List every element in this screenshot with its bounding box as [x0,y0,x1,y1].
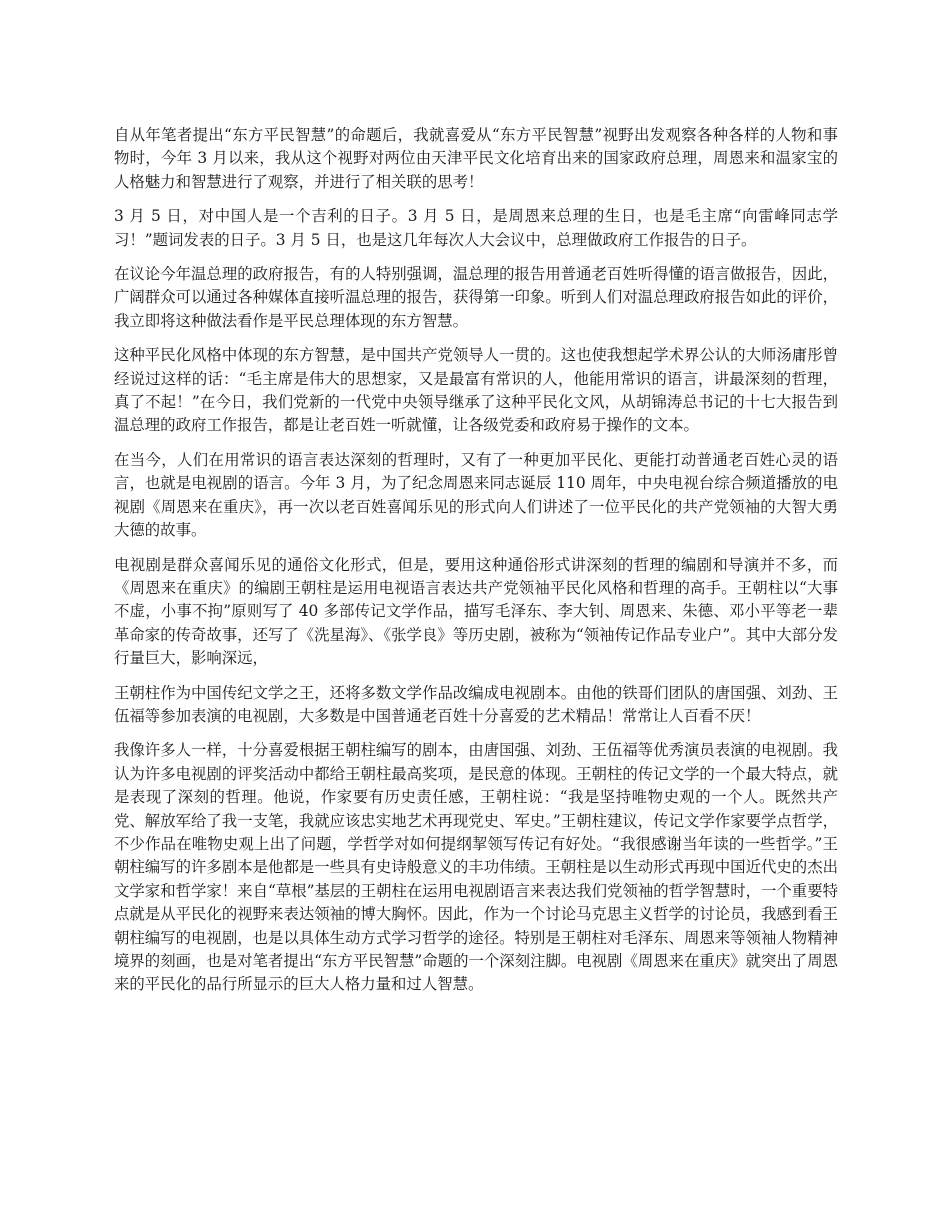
paragraph-5: 在当今，人们在用常识的语言表达深刻的哲理时，又有了一种更加平民化、更能打动普通老百姓心灵的语言，也就是电视剧的语言。今年 3 月，为了纪念周恩来同志诞辰 110 周年，中央电视台综合频道播放的电视剧《周恩来在重庆》，再一次以老百姓喜闻乐见的形式向人们讲述了一位平民化的共产党领袖的大智大勇大德的故事。 [114,450,838,540]
paragraph-8: 我像许多人一样，十分喜爱根据王朝柱编写的剧本，由唐国强、刘劲、王伍福等优秀演员表演的电视剧。我认为许多电视剧的评奖活动中都给王朝柱最高奖项，是民意的体现。王朝柱的传记文学的一个最大特点，就是表现了深刻的哲理。他说，作家要有历史责任感，王朝柱说：“我是坚持唯物史观的一个人。既然共产党、解放军给了我一支笔，我就应该忠实地艺术再现党史、军史。”王朝柱建议，传记文学作家要学点哲学，不少作品在唯物史观上出了问题，学哲学对如何提纲挈领写传记有好处。“我很感谢当年读的一些哲学。”王朝柱编写的许多剧本是他都是一些具有史诗般意义的丰功伟绩。王朝柱是以生动形式再现中国近代史的杰出文学家和哲学家！来自“草根”基层的王朝柱在运用电视剧语言来表达我们党领袖的哲学智慧时，一个重要特点就是从平民化的视野来表达领袖的博大胸怀。因此，作为一个讨论马克思主义哲学的讨论员，我感到看王朝柱编写的电视剧，也是以具体生动方式学习哲学的途径。特别是王朝柱对毛泽东、周恩来等领袖人物精神境界的刻画，也是对笔者提出“东方平民智慧”命题的一个深刻注脚。电视剧《周恩来在重庆》就突出了周恩来的平民化的品行所显示的巨大人格力量和过人智慧。 [114,741,838,994]
paragraph-7: 王朝柱作为中国传纪文学之王，还将多数文学作品改编成电视剧本。由他的铁哥们团队的唐国强、刘劲、王伍福等参加表演的电视剧，大多数是中国普通老百姓十分喜爱的艺术精品！常常让人百看不厌！ [114,683,838,725]
document-body [114,124,838,1008]
paragraph-2: 3 月 5 日，对中国人是一个吉利的日子。3 月 5 日，是周恩来总理的生日，也是毛主席“向雷峰同志学习！”题词发表的日子。3 月 5 日，也是这几年每次人大会议中，总理做政府工作报告的日子。 [114,207,838,249]
paragraph-3: 在议论今年温总理的政府报告，有的人特别强调，温总理的报告用普通老百姓听得懂的语言做报告，因此，广阔群众可以通过各种媒体直接听温总理的报告，获得第一印象。听到人们对温总理政府报告如此的评价，我立即将这种做法看作是平民总理体现的东方智慧。 [114,265,838,330]
paragraph-4: 这种平民化风格中体现的东方智慧，是中国共产党领导人一贯的。这也使我想起学术界公认的大师汤庸彤曾经说过这样的话：“毛主席是伟大的思想家，又是最富有常识的人，他能用常识的语言，讲最深刻的哲理，真了不起！”在今日，我们党新的一代党中央领导继承了这种平民化文风，从胡锦涛总书记的十七大报告到温总理的政府工作报告，都是让老百姓一听就懂，让各级党委和政府易于操作的文本。 [114,346,838,435]
paragraph-6: 电视剧是群众喜闻乐见的通俗文化形式，但是，要用这种通俗形式讲深刻的哲理的编剧和导演并不多，而《周恩来在重庆》的编剧王朝柱是运用电视语言表达共产党领袖平民化风格和哲理的高手。王朝柱以“大事不虚，小事不拘”原则写了 40 多部传记文学作品，描写毛泽东、李大钊、周恩来、朱德、邓小平等老一辈革命家的传奇故事，还写了《洗星海》、《张学良》等历史剧，被称为“领袖传记作品专业户”。其中大部分发行量巨大，影响深远， [114,555,838,668]
paragraph-1: 自从年笔者提出“东方平民智慧”的命题后，我就喜爱从“东方平民智慧”视野出发观察各种各样的人物和事物时，今年 3 月以来，我从这个视野对两位由天津平民文化培育出来的国家政府总理，周恩来和温家宝的人格魅力和智慧进行了观察，并进行了相关联的思考！ [114,126,838,191]
